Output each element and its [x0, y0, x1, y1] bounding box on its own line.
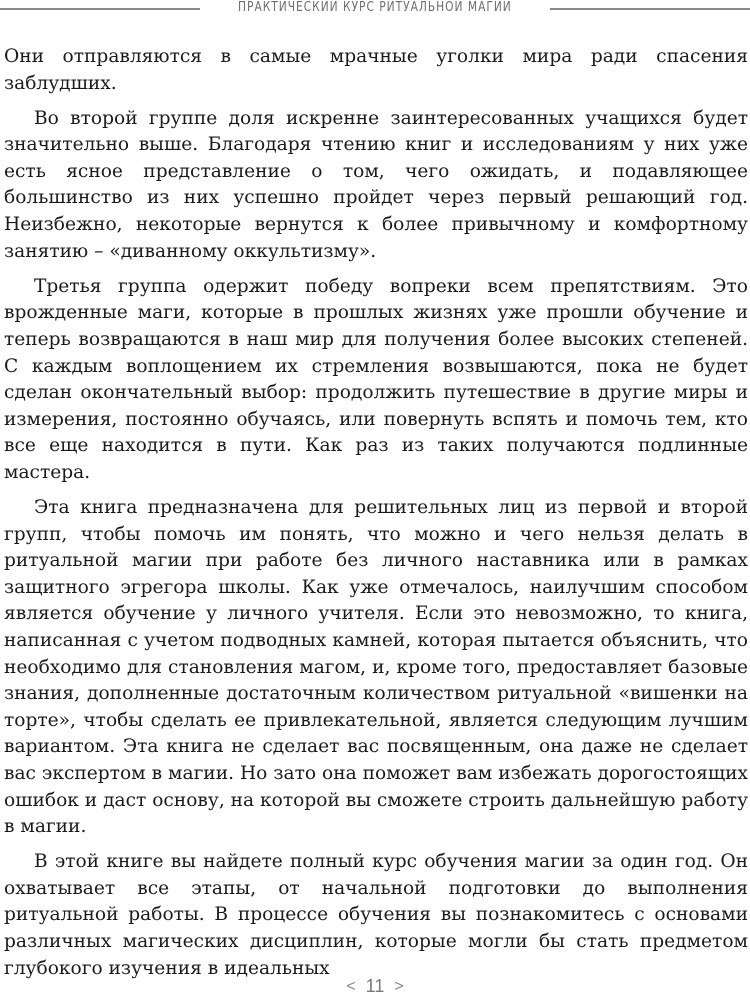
header-rule-left	[0, 8, 200, 10]
paragraph-third-group: Третья группа одержит победу вопреки всем препятствиям. Это врожденные маги, которые в прошлых жизнях уже прошли обучение и теперь возвращаются в наш мир для получения более высоких степеней. С каждым воплощением их стремления возвышаются, пока не будет сделан окончательный выбор: продолжить путешествие в другие миры и измерения, постоянно обучаясь, или повернуть вспять и помочь тем, кто все еще находится в пути. Как раз из таких получаются подлинные мастера.	[4, 275, 748, 483]
header-title: ПРАКТИЧЕСКИЙ КУРС РИТУАЛЬНОЙ МАГИИ	[238, 0, 512, 15]
page-number: 11	[365, 976, 385, 996]
chevron-left-icon: <	[346, 977, 356, 995]
page-body	[4, 44, 748, 991]
paragraph-second-group: Во второй группе доля искренне заинтересованных учащихся будет значительно выше. Благодаря чтению книг и исследованиям у них уже есть ясное представление о том, чего ожидать, и подавляющее большинство из них успешно пройдет через первый решающий год. Неизбежно, некоторые вернутся к более привычному и комфортному занятию – «диванному оккультизму».	[4, 107, 748, 262]
header-rule-right	[550, 8, 750, 10]
paragraph-course-overview: В этой книге вы найдете полный курс обучения магии за один год. Он охватывает все этапы, от начальной подготовки до выполнения ритуальной работы. В процессе обучения вы познакомитесь с основами различных магических дисциплин, которые могли бы стать предметом глубокого изучения в идеальных	[4, 851, 748, 979]
paragraph-continuation: Они отправляются в самые мрачные уголки мира ради спасения заблудших.	[4, 46, 748, 94]
chevron-right-icon: >	[394, 977, 404, 995]
paragraph-book-purpose: Эта книга предназначена для решительных лиц из первой и второй групп, чтобы помочь им понять, что можно и чего нельзя делать в ритуальной магии при работе без личного наставника или в рамках защитного эгрегора школы. Как уже отмечалось, наилучшим способом является обучение у личного учителя. Если это невозможно, то книга, написанная с учетом подводных камней, которая пытается объяснить, что необходимо для становления магом, и, кроме того, предоставляет базовые знания, дополненные достаточным количеством ритуальной «вишенки на торте», чтобы сделать ее привлекательной, является следующим лучшим вариантом. Эта книга не сделает вас посвященным, она даже не сделает вас экспертом в магии. Но зато она поможет вам избежать дорогостоящих ошибок и даст основу, на которой вы сможете строить дальнейшую работу в магии.	[4, 497, 749, 838]
page-footer	[0, 976, 750, 997]
running-header	[0, 0, 750, 22]
